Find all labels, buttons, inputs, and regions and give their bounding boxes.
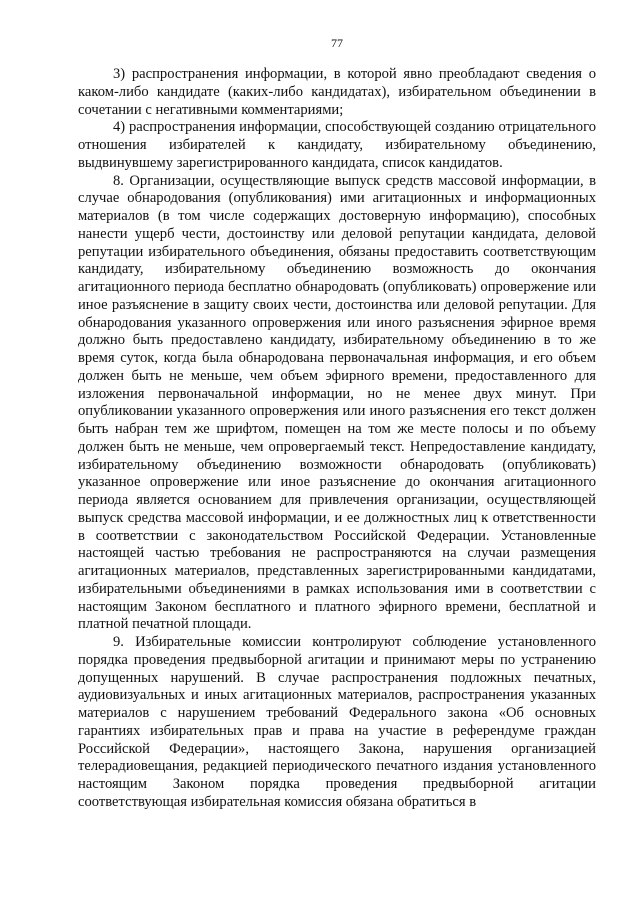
page-number: 77 [331,36,343,50]
paragraph-clause-4: 4) распространения информации, способствующей созданию отрицательного отношения избирателей к кандидату, избирательному объединению, выдвинувшему зарегистрированного кандидата, список кандидатов. [78,119,596,171]
paragraph-section-8: 8. Организации, осуществляющие выпуск средств массовой информации, в случае обнародования (опубликования) ими агитационных и информационных материалов (в том числе содержащих достоверную информацию), способных нанести ущерб чести, достоинству или деловой репутации кандидата, деловой репутации избирательного объединения, обязаны предоставить соответствующим кандидату, избирательному объединению возможность до окончания агитационного периода бесплатно обнародовать (опубликовать) опровержение или иное разъяснение в защиту своих чести, достоинства или деловой репутации. Для обнародования указанного опровержения или иного разъяснения эфирное время должно быть предоставлено кандидату, избирательному объединению в то же время суток, когда была обнародована первоначальная информация, и его объем должен быть не меньше, чем объем эфирного времени, предоставленного для изложения первоначальной информации, но не менее двух минут. При опубликовании указанного опровержения или иного разъяснения его текст должен быть набран тем же шрифтом, помещен на том же месте полосы и по объему должен быть не меньше, чем опровергаемый текст. Непредоставление кандидату, избирательному объединению возможности обнародовать (опубликовать) указанное опровержение или иное разъяснение до окончания агитационного периода является основанием для привлечения организации, осуществляющей выпуск средства массовой информации, и ее должностных лиц к ответственности в соответствии с законодательством Российской Федерации. Установленные настоящей частью требования не распространяются на случаи размещения агитационных материалов, представленных зарегистрированными кандидатами, избирательными объединениями в рамках использования ими в соответствии с настоящим Законом бесплатного и платного эфирного времени, бесплатной и платной печатной площади. [78,172,596,633]
document-page [78,36,596,812]
paragraph-section-9: 9. Избирательные комиссии контролируют соблюдение установленного порядка проведения предвыборной агитации и принимают меры по устранению допущенных нарушений. В случае распространения подложных печатных, аудиовизуальных и иных агитационных материалов, распространения указанных материалов с нарушением требований Федерального закона «Об основных гарантиях избирательных прав и права на участие в референдуме граждан Российской Федерации», настоящего Закона, нарушения организацией телерадиовещания, редакцией периодического печатного издания установленного настоящим Законом порядка проведения предвыборной агитации соответствующая избирательная комиссия обязана обратиться в [78,634,596,810]
paragraph-clause-3: 3) распространения информации, в которой явно преобладают сведения о каком-либо кандидате (каких-либо кандидатах), избирательном объединении в сочетании с негативными комментариями; [78,66,596,118]
